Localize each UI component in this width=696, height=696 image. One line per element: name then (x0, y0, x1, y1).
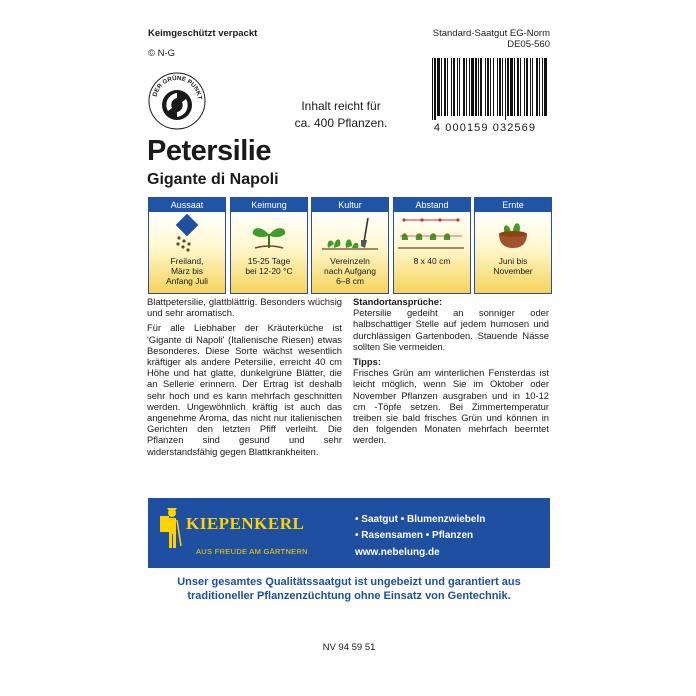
location-text: Petersilie gedeiht an sonniger oder halbschattiger Stelle auf jedem humosen und durchlässigen Gartenboden. Stauende Nässe sollten Sie vermeiden. (353, 307, 549, 352)
brand-tagline: AUS FREUDE AM GÄRTNERN (196, 547, 308, 556)
quality-notice-line1: Unser gesamtes Qualitätssaatgut ist ungebeizt und garantiert aus (177, 576, 521, 588)
barcode-bar (485, 58, 486, 116)
barcode-bar (432, 58, 433, 120)
card-text-line: November (493, 266, 533, 276)
card-text-line: 8 x 40 cm (413, 256, 451, 266)
card-text-line: nach Aufgang (324, 266, 376, 276)
barcode-bar (463, 58, 465, 116)
product-variety: Gigante di Napoli (147, 171, 279, 188)
website-link[interactable]: www.nebelung.de (355, 547, 440, 558)
card-title: Keimung (231, 198, 307, 212)
description-column (147, 296, 342, 461)
card-title: Aussaat (149, 198, 225, 212)
barcode-bar (437, 58, 440, 116)
barcode-bar (544, 58, 547, 116)
seed-packet-icon (149, 214, 225, 252)
content-note-line2: ca. 400 Pflanzen. (294, 116, 388, 130)
barcode-bar (526, 58, 528, 116)
location-heading: Standortansprüche: (353, 296, 443, 307)
thinning-plants-icon (312, 214, 388, 252)
barcode-bar (520, 58, 521, 116)
card-keimung (230, 197, 308, 294)
green-dot-text: DER GRÜNE PUNKT (151, 74, 203, 101)
barcode-bar (441, 58, 442, 116)
barcode-bar (493, 58, 494, 116)
barcode-bar (507, 58, 509, 116)
barcode-bar (434, 58, 436, 120)
card-abstand (393, 197, 471, 294)
barcode-bar (505, 58, 506, 120)
barcode-bar (530, 58, 531, 116)
card-ernte (474, 197, 552, 294)
barcode-bar (490, 58, 491, 116)
tips-text: Frisches Grün am winterlichen Fensterdas ist leicht möglich, wenn Sie im Oktober oder November Pflanzen ausgraben und in 10-12 cm -Töpfe setzen. Bei Zimmertemperatur treiben sie bald frisches Grün und können in den folgenden Monaten mehrfach beerntet werden. (353, 367, 549, 446)
banner-line-lawn: • Rasensamen • Pflanzen (355, 530, 474, 541)
standard-label: Standard-Saatgut EG-Norm (432, 28, 550, 39)
barcode-bar (444, 58, 446, 116)
barcode-bar (471, 58, 474, 116)
barcode-bar (524, 58, 525, 116)
quality-notice-line2: traditioneller Pflanzenzüchtung ohne Einsatz von Gentechnik. (187, 590, 511, 602)
barcode-bar (475, 58, 477, 116)
green-dot-icon (148, 72, 206, 130)
card-title: Abstand (394, 198, 470, 212)
barcode-bar (517, 58, 519, 116)
standard-code: DE05-560 (507, 39, 550, 50)
packed-label: Keimgeschützt verpackt (148, 28, 258, 39)
barcode-bar (499, 58, 501, 116)
barcode-bar (457, 58, 458, 116)
barcode-bar (542, 58, 543, 116)
barcode-bar (480, 58, 482, 116)
barcode-bar (459, 58, 460, 116)
content-note-line1: Inhalt reicht für (301, 99, 381, 113)
description-body: Für alle Liebhaber der Kräuterküche ist 'Gigante di Napoli' (Italienische Riesen) etwas Besonderes. Diese Sorte wächst wesentlich kräftiger als andere Petersilie, erreicht 40 cm Höhe und hat glatte, dunkelgrüne Blätter, die an Sellerie erinnern. Der Ertrag ist deshalb sehr hoch und es kann mehrfach geschnitten werden. Ungewöhnlich kräftig ist auch das angenehme Aroma, das nicht nur italienischen Gerichten den letzten Pfiff verleiht. Die Pflanzen sind gesund und sehr widerstandsfähig gegen Blattkrankheiten. (147, 322, 342, 457)
barcode-bar (478, 58, 479, 116)
instructions-column (353, 296, 549, 450)
kiepenkerl-figure-icon (158, 506, 182, 552)
card-text-line: Vereinzeln (330, 256, 370, 266)
copyright-label: © N-G (148, 48, 176, 59)
article-number: NV 94 59 51 (322, 642, 376, 653)
card-text-line: Freiland, (170, 256, 204, 266)
card-text-line: Juni bis (498, 256, 528, 266)
product-title: Petersilie (147, 135, 271, 167)
card-text-line: 15-25 Tage (247, 256, 291, 266)
tips-heading: Tipps: (353, 356, 381, 368)
barcode-bar (447, 58, 448, 116)
seedling-icon (231, 214, 307, 252)
barcode-bar (469, 58, 470, 116)
barcode-bar (487, 58, 489, 116)
barcode-bar (510, 58, 513, 116)
barcode-bar (514, 58, 515, 116)
barcode-bar (453, 58, 455, 116)
card-text-line: bei 12-20 °C (245, 266, 293, 276)
banner-line-seeds: • Saatgut • Blumenzwiebeln (355, 514, 486, 525)
barcode-bar (502, 58, 503, 116)
barcode-bar (451, 58, 452, 116)
card-kultur (311, 197, 389, 294)
barcode-bar (539, 58, 540, 116)
barcode-bar (466, 58, 467, 116)
barcode (430, 58, 549, 120)
barcode-bar (536, 58, 538, 116)
card-text-line: Anfang Juli (165, 276, 209, 286)
barcode-bar (497, 58, 498, 116)
barcode-number: 4 000159 032569 (433, 122, 537, 134)
brand-name: KIEPENKERL (186, 514, 305, 533)
card-text-line: März bis (170, 266, 204, 276)
description-intro: Blattpetersilie, glattblättrig. Besonders wüchsig und sehr aromatisch. (147, 296, 342, 319)
card-title: Kultur (312, 198, 388, 212)
card-title: Ernte (475, 198, 551, 212)
card-aussaat (148, 197, 226, 294)
harvest-bowl-icon (475, 214, 551, 252)
barcode-bar (532, 58, 533, 116)
card-text-line: 6–8 cm (336, 276, 364, 286)
spacing-icon (394, 214, 470, 252)
